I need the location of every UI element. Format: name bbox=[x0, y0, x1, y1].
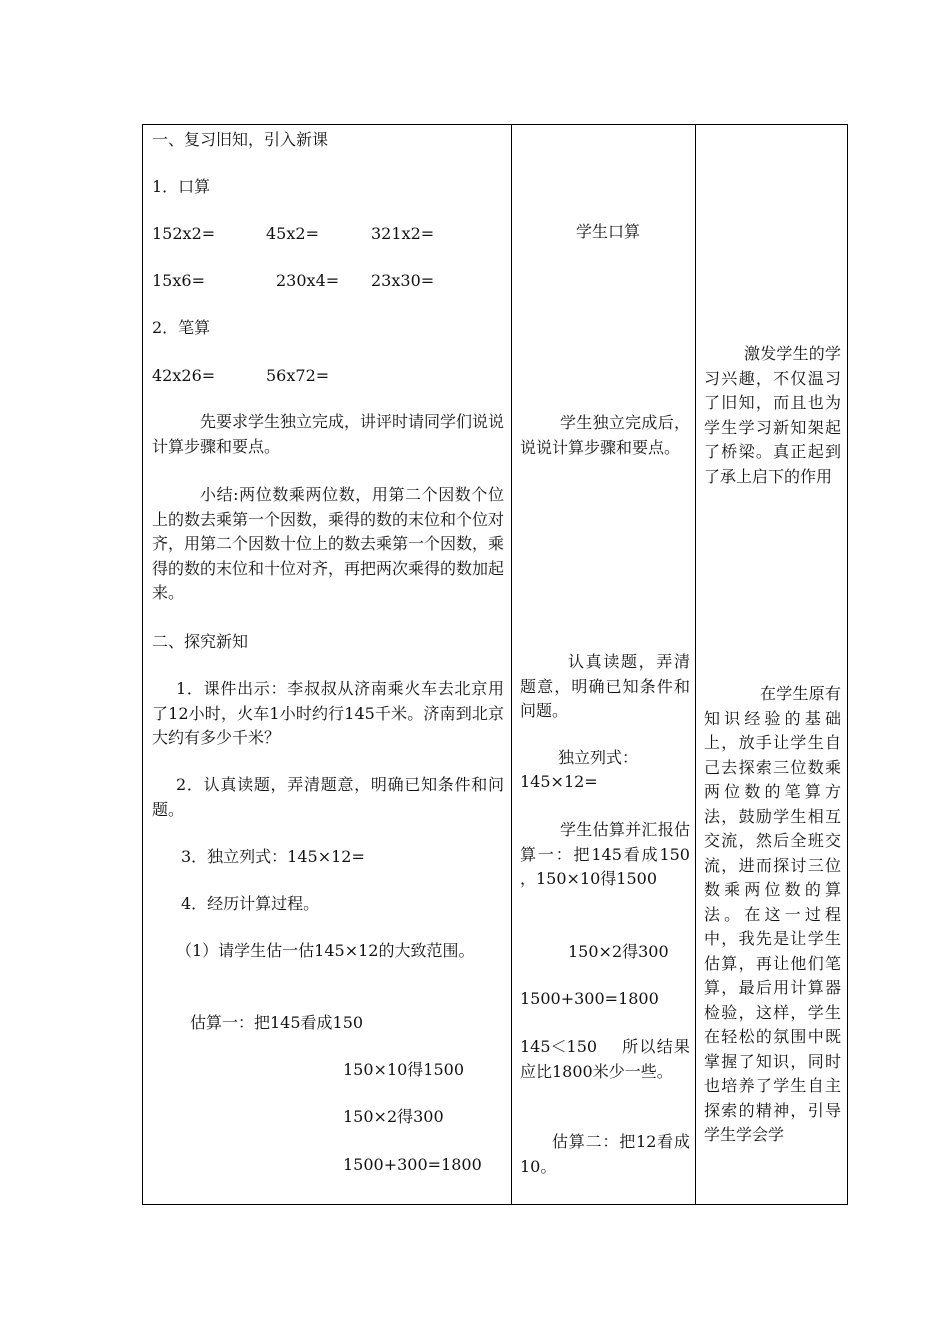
section-heading-review: 一、复习旧知，引入新课 bbox=[152, 130, 329, 149]
section-heading-explore: 二、探究新知 bbox=[152, 632, 249, 651]
student-equation: 145×12= bbox=[520, 772, 598, 791]
student-estimate-line: 150×2得300 bbox=[568, 942, 669, 961]
estimate-one-line: 150×2得300 bbox=[343, 1107, 444, 1126]
student-equation-label: 独立列式： bbox=[558, 748, 639, 767]
summary-paragraph: 小结:两位数乘两位数，用第二个因数个位上的数去乘第一个因数，乘得的数的末位和个位对齐，用第二个因数十位上的数去乘第一个因数，乘得的数的末位和十位对齐，再把两次乘得的数加起来。 bbox=[152, 485, 505, 602]
student-read-paragraph: 认真读题，弄清题意，明确已知条件和问题。 bbox=[520, 652, 690, 720]
oral-problem: 15x6= bbox=[152, 271, 205, 290]
oral-problem: 321x2= bbox=[371, 224, 435, 243]
estimate-one-line: 1500+300=1800 bbox=[343, 1155, 482, 1174]
step-3-text: 3．独立列式：145×12= bbox=[181, 847, 365, 866]
written-problem: 56x72= bbox=[266, 366, 330, 385]
step-2-paragraph: 2．认真读题，弄清题意，明确已知条件和问题。 bbox=[152, 775, 504, 819]
oral-problem: 45x2= bbox=[266, 224, 319, 243]
estimate-one-label: 估算一：把145看成150 bbox=[190, 1013, 364, 1032]
student-oral-text: 学生口算 bbox=[576, 222, 641, 241]
column-divider bbox=[695, 125, 696, 1204]
written-problem: 42x26= bbox=[152, 366, 216, 385]
student-estimate-two-paragraph: 估算二：把12看成10。 bbox=[520, 1132, 690, 1176]
step-4-text: 4．经历计算过程。 bbox=[181, 894, 320, 913]
oral-problem: 23x30= bbox=[371, 271, 435, 290]
student-estimate-line: 1500+300=1800 bbox=[520, 989, 659, 1008]
instruction-paragraph: 先要求学生独立完成，讲评时请同学们说说计算步骤和要点。 bbox=[152, 412, 505, 456]
oral-problem: 152x2= bbox=[152, 224, 216, 243]
student-estimate-paragraph: 学生估算并汇报估算一：把145看成150 ，150×10得1500 bbox=[520, 820, 690, 888]
estimate-one-line: 150×10得1500 bbox=[343, 1060, 465, 1079]
step-4-1-paragraph: （1）请学生估一估145×12的大致范围。 bbox=[176, 941, 475, 960]
step-1-paragraph: 1．课件出示：李叔叔从济南乘火车去北京用了12小时，火车1小时约行145千米。济南到北京大约有多少千米？ bbox=[152, 679, 504, 747]
intent-paragraph-2: 在学生原有知识经验的基础上，放手让学生自己去探索三位数乘两位数的笔算方法，鼓励学生相互交流，然后全班交流，进而探讨三位数乘两位数的算法。在这一过程中，我先是让学生估算，再让他们笔算，最后用计算器检验，这样，学生在轻松的氛围中既掌握了知识，同时也培养了学生自主探索的精神，引导学生学会学 bbox=[704, 684, 841, 1144]
oral-problem: 230x4= bbox=[276, 271, 340, 290]
column-divider bbox=[511, 125, 512, 1204]
student-compare-paragraph: 145＜150 所以结果应比1800米少一些。 bbox=[520, 1037, 690, 1081]
oral-calc-label: 1．口算 bbox=[152, 177, 211, 196]
student-independent-paragraph: 学生独立完成后，说说计算步骤和要点。 bbox=[520, 413, 690, 457]
written-calc-label: 2．笔算 bbox=[152, 318, 211, 337]
intent-paragraph-1: 激发学生的学习兴趣，不仅温习了旧知，而且也为学生学习新知架起了桥梁。真正起到了承上启下的作用 bbox=[704, 344, 841, 486]
